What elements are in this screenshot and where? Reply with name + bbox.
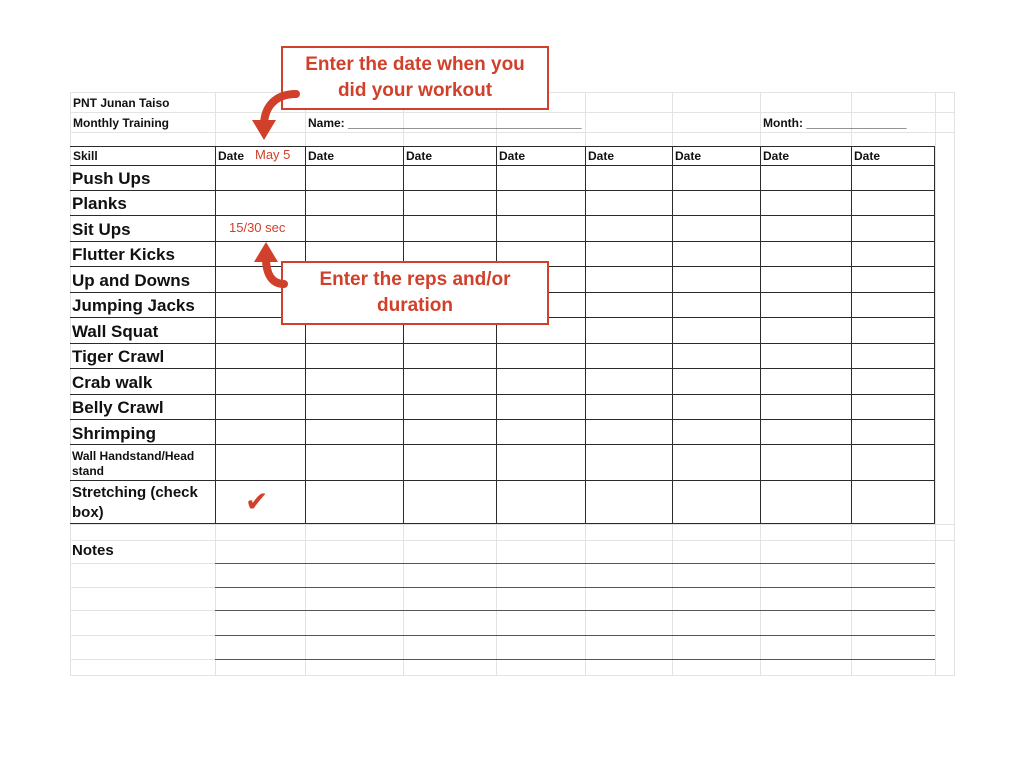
date-column-header: Date [588,149,615,163]
table-border [70,419,935,420]
gridline [672,524,673,676]
gridline [496,524,497,676]
skill-label: Push Ups [72,169,151,188]
skill-label: Wall Squat [72,322,159,341]
gridline [70,92,71,676]
curved-arrow-icon [250,236,290,294]
table-border [672,146,673,524]
example-reps: 15/30 sec [229,220,286,235]
gridline [70,540,955,541]
gridline [585,524,586,676]
table-border [70,444,935,445]
table-border [70,165,935,166]
gridline [851,524,852,676]
table-border [70,215,935,216]
notes-line [215,587,935,588]
skill-label: Sit Ups [72,220,131,239]
date-column-header: Date [218,149,245,163]
date-column-header: Date [406,149,433,163]
gridline [70,563,215,564]
table-border [70,368,935,369]
skill-label: Tiger Crawl [72,347,165,366]
skill-label: Crab walk [72,373,153,392]
gridline [70,524,955,525]
date-column-header: Date [499,149,526,163]
gridline [585,92,586,146]
date-callout-text: Enter the date when you did your workout [305,54,525,101]
skill-label: Belly Crawl [72,398,164,417]
date-column-header: Date [675,149,702,163]
table-border [70,394,935,395]
date-column-header: Date [854,149,881,163]
table-border [851,146,852,524]
skill-label: Shrimping [72,424,157,443]
name-field[interactable]: Name: ___________________________________ [308,116,582,130]
skill-label: Up and Downs [72,271,191,290]
gridline [954,92,955,676]
date-column-header: Date [763,149,790,163]
gridline [760,92,761,146]
gridline [70,587,215,588]
sheet-subtitle: Monthly Training [73,116,169,130]
month-field[interactable]: Month: _______________ [763,116,907,130]
example-date: May 5 [255,147,291,162]
reps-callout-text: Enter the reps and/or duration [319,269,511,316]
table-border [934,146,935,524]
skill-column-header: Skill [73,149,98,163]
table-border [760,146,761,524]
skill-label: Jumping Jacks [72,296,195,315]
gridline [70,112,955,113]
gridline [215,92,216,146]
reps-callout [281,261,549,325]
notes-line [215,659,935,660]
notes-line [215,610,935,611]
gridline [760,524,761,676]
gridline [70,659,215,660]
skill-label: Stretching (check box) [72,484,198,521]
table-border [403,146,404,524]
gridline [935,92,936,676]
table-border [70,190,935,191]
notes-line [215,635,935,636]
gridline [305,524,306,676]
gridline [215,524,216,676]
skill-label: Flutter Kicks [72,245,175,264]
date-column-header: Date [308,149,335,163]
gridline [70,132,955,133]
gridline [70,610,215,611]
gridline [70,675,955,676]
table-border [70,343,935,344]
table-border [215,146,216,524]
notes-label: Notes [72,542,114,559]
org-title: PNT Junan Taiso [73,96,170,110]
table-border [70,241,935,242]
gridline [70,635,215,636]
table-border [585,146,586,524]
skill-label: Planks [72,194,127,213]
gridline [403,524,404,676]
checkmark-icon: ✔ [245,486,269,517]
skill-label: Wall Handstand/Head stand [72,449,195,478]
table-border [70,480,935,481]
gridline [672,92,673,146]
curved-arrow-icon [248,86,300,144]
table-border [496,146,497,524]
table-border [305,146,306,524]
notes-line [215,563,935,564]
table-border [70,146,935,147]
date-callout [281,46,549,110]
table-border [70,523,935,524]
